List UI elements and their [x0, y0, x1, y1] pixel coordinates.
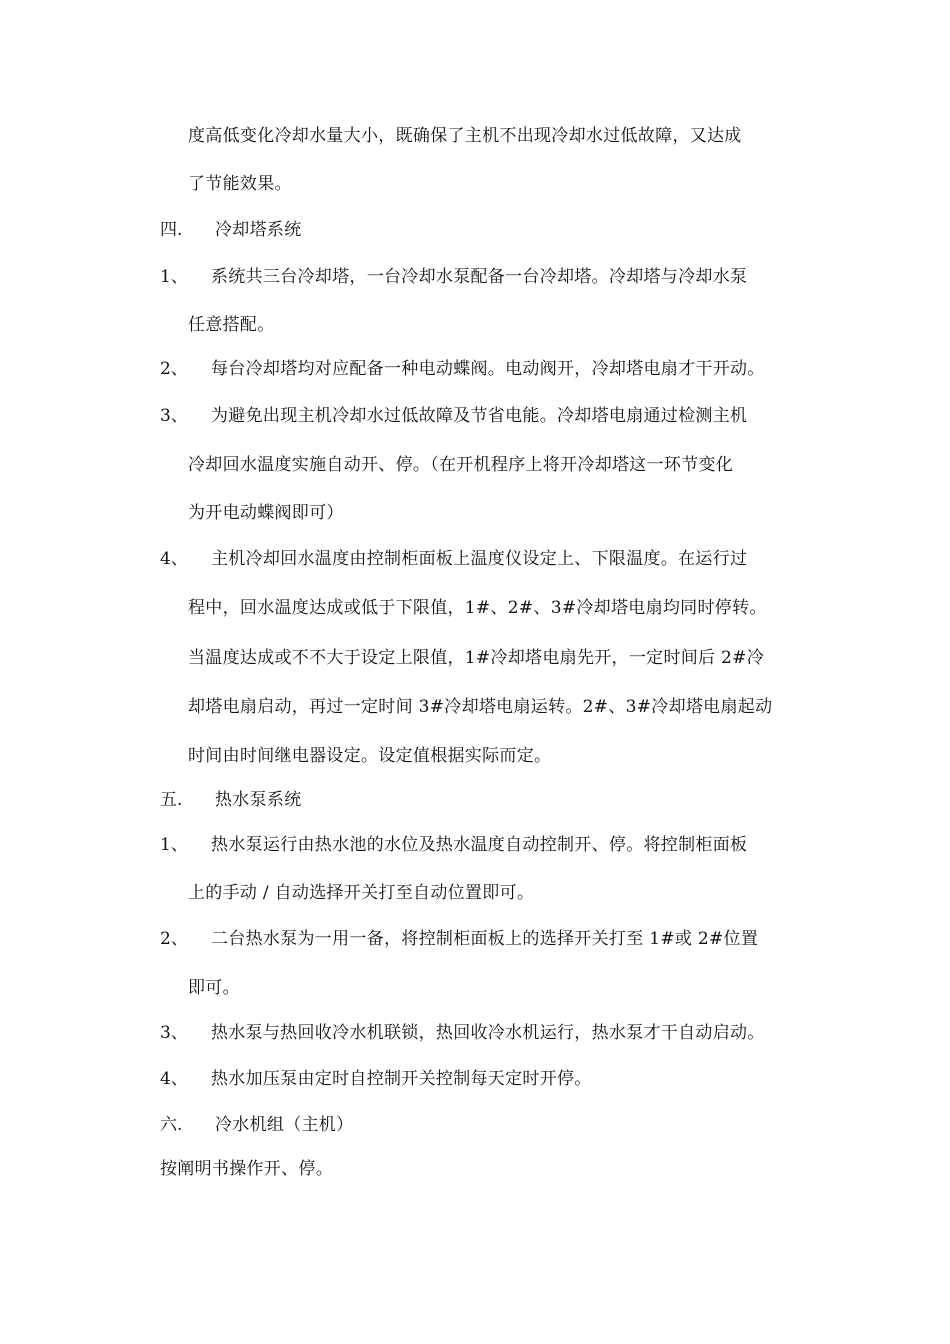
- s5-item-1-line-2: 上的手动 / 自动选择开关打至自动位置即可。: [188, 883, 535, 903]
- s4-item-3-line-3: 为开电动蝶阀即可）: [188, 503, 344, 523]
- s4-item-2-line-1: 每台冷却塔均对应配备一种电动蝶阀。电动阀开，冷却塔电扇才干开动。: [211, 359, 765, 379]
- s5-item-2-line-1: 二台热水泵为一用一备，将控制柜面板上的选择开关打至 1#或 2#位置: [211, 929, 759, 949]
- s5-item-1-line-1: 热水泵运行由热水池的水位及热水温度自动控制开、停。将控制柜面板: [211, 835, 748, 855]
- s5-item-3-number: 3、: [160, 1023, 188, 1043]
- section-6-number: 六.: [160, 1115, 183, 1135]
- section-6-title: 冷水机组（主机）: [215, 1115, 354, 1135]
- s4-item-1-line-2: 任意搭配。: [188, 315, 275, 335]
- intro-line-2: 了节能效果。: [188, 174, 292, 194]
- s4-item-1-line-1: 系统共三台冷却塔，一台冷却水泵配备一台冷却塔。冷却塔与冷却水泵: [211, 267, 748, 287]
- s4-item-1-number: 1、: [160, 267, 188, 287]
- s4-item-3-line-2: 冷却回水温度实施自动开、停。（在开机程序上将开冷却塔这一环节变化: [188, 455, 734, 475]
- s5-item-1-number: 1、: [160, 835, 188, 855]
- section-5-number: 五.: [160, 790, 183, 810]
- section-4-number: 四.: [160, 220, 183, 240]
- s4-item-4-line-5: 时间由时间继电器设定。设定值根据实际而定。: [188, 746, 552, 766]
- s4-item-3-line-1: 为避免出现主机冷却水过低故障及节省电能。冷却塔电扇通过检测主机: [211, 406, 748, 426]
- s5-item-4-line-1: 热水加压泵由定时自控制开关控制每天定时开停。: [211, 1069, 592, 1089]
- section-6-body: 按阐明书操作开、停。: [160, 1159, 333, 1179]
- s4-item-2-number: 2、: [160, 359, 188, 379]
- s5-item-2-number: 2、: [160, 929, 188, 949]
- s4-item-4-line-3: 当温度达成或不不大于设定上限值，1#冷却塔电扇先开，一定时间后 2#冷: [188, 648, 765, 668]
- s5-item-4-number: 4、: [160, 1069, 188, 1089]
- section-5-title: 热水泵系统: [215, 790, 302, 810]
- section-4-title: 冷却塔系统: [215, 220, 302, 240]
- s5-item-3-line-1: 热水泵与热回收冷水机联锁，热回收冷水机运行，热水泵才干自动启动。: [211, 1023, 765, 1043]
- s4-item-3-number: 3、: [160, 406, 188, 426]
- s4-item-4-line-1: 主机冷却回水温度由控制柜面板上温度仪设定上、下限温度。在运行过: [211, 549, 748, 569]
- intro-line-1: 度高低变化冷却水量大小，既确保了主机不出现冷却水过低故障，又达成: [188, 126, 742, 146]
- s4-item-4-number: 4、: [160, 549, 188, 569]
- s4-item-4-line-2: 程中，回水温度达成或低于下限值，1#、2#、3#冷却塔电扇均同时停转。: [188, 598, 767, 618]
- s5-item-2-line-2: 即可。: [188, 978, 240, 998]
- s4-item-4-line-4: 却塔电扇启动，再过一定时间 3#冷却塔电扇运转。2#、3#冷却塔电扇起动: [188, 697, 773, 717]
